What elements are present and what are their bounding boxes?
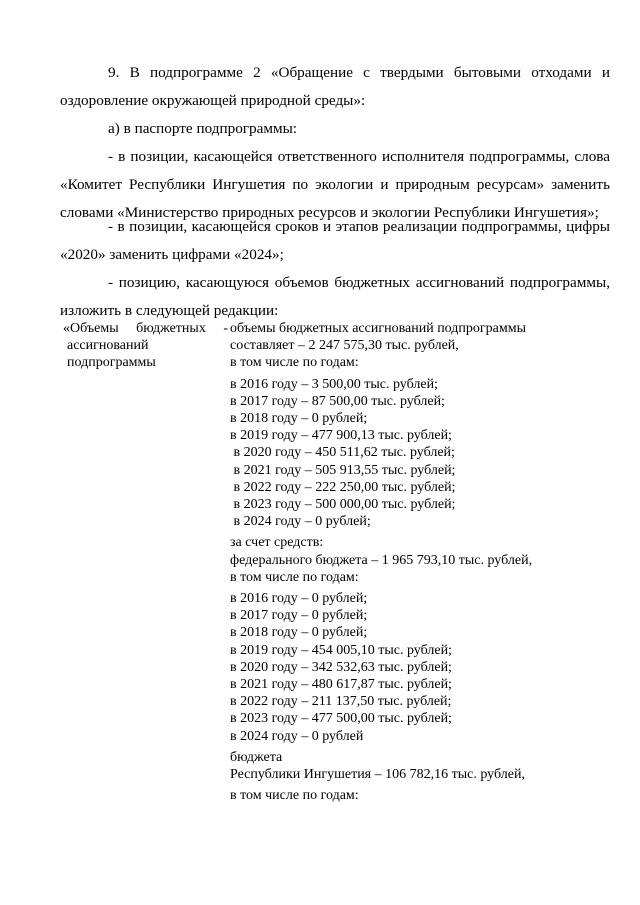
paragraph-line: «2020» заменить цифрами «2024»; bbox=[60, 246, 284, 263]
label-word: «Объемы bbox=[63, 321, 119, 336]
value-line: в 2023 году – 500 000,00 тыс. рублей; bbox=[230, 497, 456, 513]
paragraph-line: «Комитет Республики Ингушетия по экологии и природным ресурсам» заменить bbox=[60, 176, 610, 193]
value-line: в 2022 году – 211 137,50 тыс. рублей; bbox=[230, 694, 452, 710]
paragraph-terms bbox=[60, 213, 610, 269]
paragraph-passport bbox=[60, 115, 610, 143]
value-line: в 2024 году – 0 рублей; bbox=[230, 514, 371, 530]
value-line: в 2018 году – 0 рублей; bbox=[230, 411, 368, 427]
value-line: федерального бюджета – 1 965 793,10 тыс. рублей, bbox=[230, 552, 533, 568]
value-line: в 2021 году – 505 913,55 тыс. рублей; bbox=[230, 462, 456, 478]
value-line: в 2016 году – 0 рублей; bbox=[230, 591, 368, 607]
paragraph-line: 9. В подпрограмме 2 «Обращение с твердыми бытовыми отходами и bbox=[108, 64, 610, 81]
table-value-cell bbox=[230, 320, 610, 804]
value-line: в 2023 году – 477 500,00 тыс. рублей; bbox=[230, 711, 452, 727]
value-line: бюджета bbox=[230, 749, 283, 765]
value-line: в 2024 году – 0 рублей bbox=[230, 728, 364, 744]
table-label-cell bbox=[63, 320, 228, 371]
value-line: составляет – 2 247 575,30 тыс. рублей, bbox=[230, 338, 459, 354]
label-word: бюджетных bbox=[136, 321, 206, 336]
value-line: в том числе по годам: bbox=[230, 355, 359, 371]
value-line: в 2017 году – 0 рублей; bbox=[230, 608, 368, 624]
paragraph-line: - в позиции, касающейся сроков и этапов реализации подпрограммы, цифры bbox=[108, 218, 610, 235]
value-line: объемы бюджетных ассигнований подпрограммы bbox=[230, 321, 526, 336]
paragraph-line: а) в паспорте подпрограммы: bbox=[108, 120, 297, 137]
value-line: в том числе по годам: bbox=[230, 569, 359, 585]
value-line: в 2019 году – 454 005,10 тыс. рублей; bbox=[230, 642, 452, 658]
paragraph-line: словами «Министерство природных ресурсов и экологии Республики Ингушетия»; bbox=[60, 204, 599, 221]
value-line: Республики Ингушетия – 106 782,16 тыс. рублей, bbox=[230, 767, 525, 783]
paragraph-item-9 bbox=[60, 59, 610, 115]
value-line: в 2016 году – 3 500,00 тыс. рублей; bbox=[230, 376, 438, 392]
value-line: в 2017 году – 87 500,00 тыс. рублей; bbox=[230, 393, 445, 409]
value-line: в 2020 году – 342 532,63 тыс. рублей; bbox=[230, 659, 452, 675]
label-line: подпрограммы bbox=[67, 355, 156, 370]
paragraph-line: оздоровление окружающей природной среды»: bbox=[60, 92, 366, 109]
value-line: за счет средств: bbox=[230, 535, 324, 551]
label-dash: - bbox=[223, 321, 228, 336]
value-line: в том числе по годам: bbox=[230, 788, 359, 804]
paragraph-line: - позицию, касающуюся объемов бюджетных ассигнований подпрограммы, bbox=[108, 274, 610, 291]
paragraph-line: изложить в следующей редакции: bbox=[60, 302, 279, 319]
value-line: в 2022 году – 222 250,00 тыс. рублей; bbox=[230, 479, 456, 495]
label-line bbox=[63, 320, 228, 337]
paragraph-volumes bbox=[60, 269, 610, 325]
value-line: в 2021 году – 480 617,87 тыс. рублей; bbox=[230, 677, 452, 693]
value-line: в 2018 году – 0 рублей; bbox=[230, 625, 368, 641]
label-line: ассигнований bbox=[67, 338, 149, 353]
paragraph-line: - в позиции, касающейся ответственного исполнителя подпрограммы, слова bbox=[108, 148, 610, 165]
value-line: в 2019 году – 477 900,13 тыс. рублей; bbox=[230, 428, 452, 444]
value-line: в 2020 году – 450 511,62 тыс. рублей; bbox=[230, 445, 455, 461]
